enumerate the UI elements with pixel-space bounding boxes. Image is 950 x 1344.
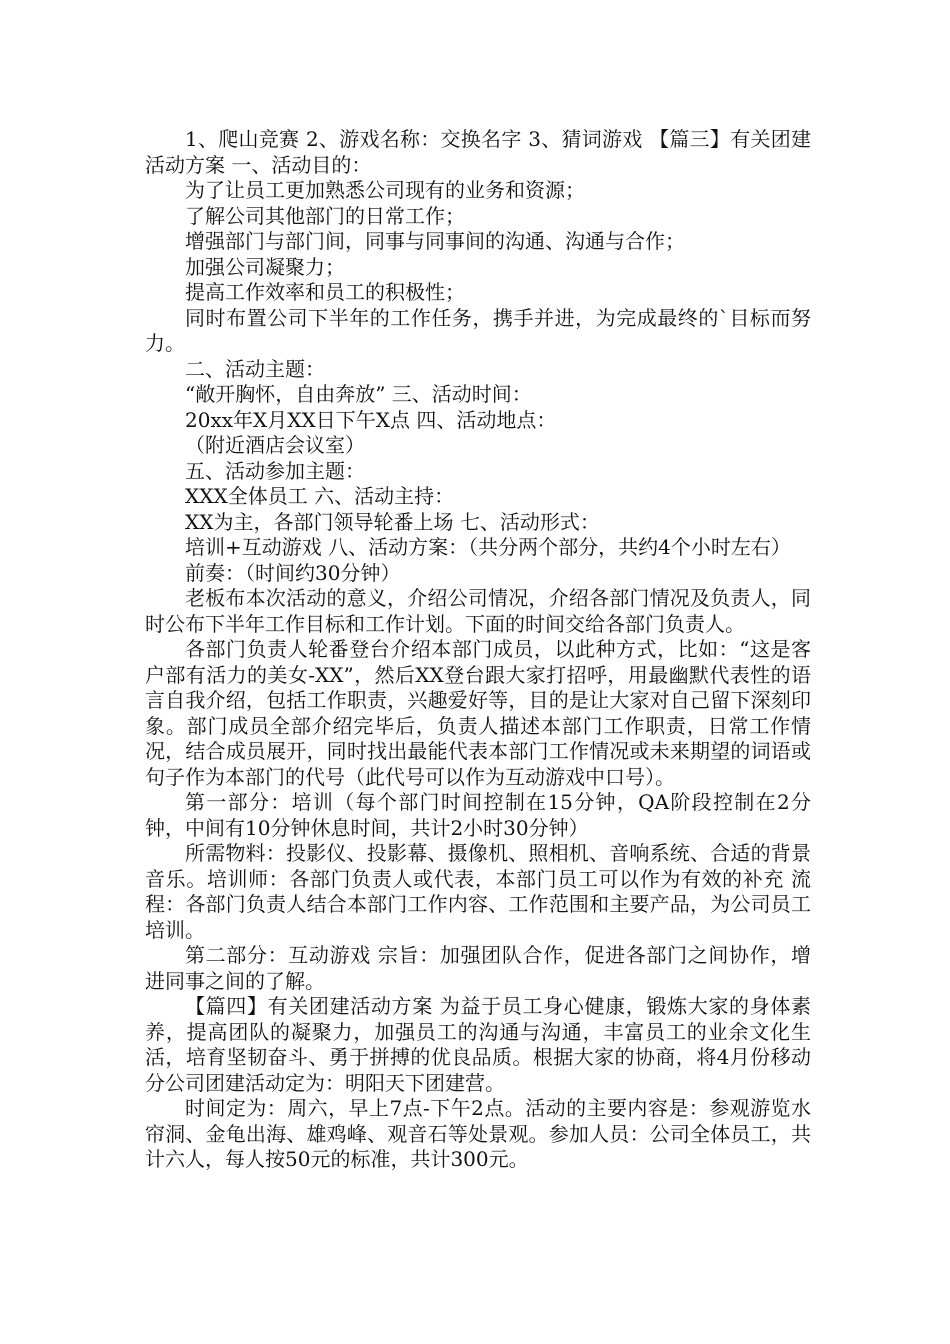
paragraph: 二、活动主题： [185,356,325,381]
paragraph: 前奏：（时间约30分钟） [185,560,401,585]
paragraph: 加强公司凝聚力； [185,254,345,279]
paragraph: 【篇四】有关团建活动方案 为益于员工身心健康，锻炼大家的身体素养，提高团队的凝聚力，加强员工的沟通与沟通，丰富员工的业余文化生活，培育坚韧奋斗、勇于拼搏的优良品质。根据大家的协商，将4月份移动分公司团建活动定为：明阳天下团建营。 [145,994,811,1095]
paragraph: 增强部门与部门间，同事与同事间的沟通、沟通与合作； [185,229,685,253]
paragraph: XXX全体员工 六、活动主持： [185,484,455,508]
paragraph: 1、爬山竞赛 2、游戏名称：交换名字 3、猜词游戏 【篇三】有关团建活动方案 一、活动目的： [145,127,811,177]
paragraph: （附近酒店会议室） [185,433,365,457]
paragraph: 培训+互动游戏 八、活动方案：（共分两个部分，共约4个小时左右） [185,535,791,559]
paragraph: 了解公司其他部门的日常工作； [185,203,465,228]
paragraph: 第二部分：互动游戏 宗旨：加强团队合作，促进各部门之间协作，增进同事之间的了解。 [145,943,811,993]
paragraph: 提高工作效率和员工的积极性； [185,280,465,304]
paragraph: 所需物料：投影仪、投影幕、摄像机、照相机、音响系统、合适的背景音乐。培训师：各部门负责人或代表，本部门员工可以作为有效的补充 流程：各部门负责人结合本部门工作内容、工作范围和主要产品，为公司员工培训。 [145,841,811,942]
paragraph: 各部门负责人轮番登台介绍本部门成员，以此种方式，比如：“这是客户部有活力的美女-XX”，然后XX登台跟大家打招呼，用最幽默代表性的语言自我介绍，包括工作职责，兴趣爱好等，目的是让大家对自己留下深刻印象。部门成员全部介绍完毕后，负责人描述本部门工作职责，日常工作情况，结合成员展开，同时找出最能代表本部门工作情况或未来期望的词语或句子作为本部门的代号（此代号可以作为互动游戏中口号）。 [145,637,811,789]
paragraph: 为了让员工更加熟悉公司现有的业务和资源； [185,178,585,202]
paragraph: 同时布置公司下半年的工作任务，携手并进，为完成最终的`目标而努力。 [145,305,811,355]
paragraph: 五、活动参加主题： [185,458,365,483]
paragraph: XX为主，各部门领导轮番上场 七、活动形式： [185,509,600,534]
paragraph: 20xx年X月XX日下午X点 四、活动地点： [185,407,557,432]
paragraph: 第一部分：培训（每个部门时间控制在15分钟，QA阶段控制在2分钟，中间有10分钟休息时间，共计2小时30分钟） [145,790,811,840]
paragraph: “敞开胸怀，自由奔放” 三、活动时间： [185,382,532,406]
paragraph: 时间定为：周六，早上7点-下午2点。活动的主要内容是：参观游览水帘洞、金龟出海、雄鸡峰、观音石等处景观。参加人员：公司全体员工，共计六人，每人按50元的标准，共计300元。 [145,1096,811,1171]
paragraph: 老板布本次活动的意义，介绍公司情况，介绍各部门情况及负责人，同时公布下半年工作目标和工作计划。下面的时间交给各部门负责人。 [145,586,811,636]
document-body [145,127,811,1173]
